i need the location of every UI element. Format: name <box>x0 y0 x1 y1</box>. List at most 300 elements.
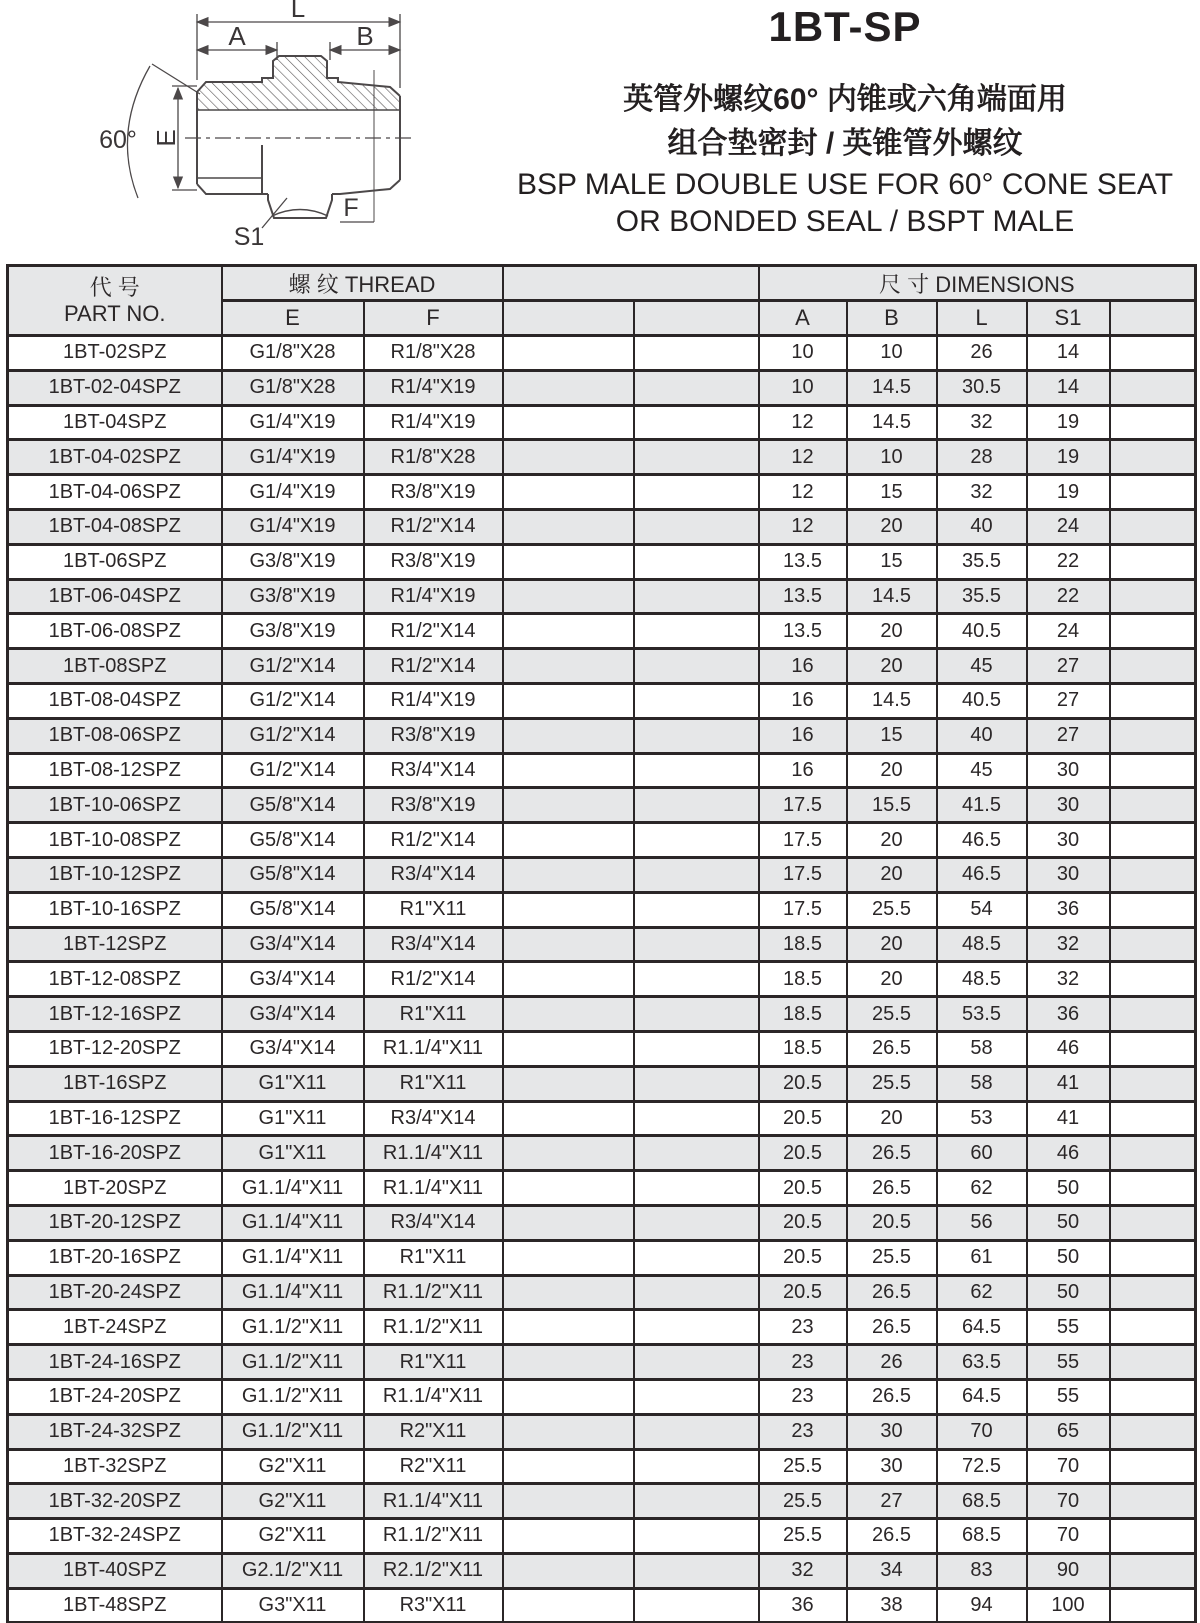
header-part-no <box>8 266 222 336</box>
table-row <box>8 1345 1196 1380</box>
cell-blank2 <box>634 1101 759 1136</box>
cell-s1: 36 <box>1027 997 1110 1032</box>
cell-part: 1BT-24-32SPZ <box>8 1414 222 1449</box>
cell-f: R1/4"X19 <box>364 579 503 614</box>
cell-blank1 <box>503 649 634 684</box>
cell-a: 10 <box>759 370 847 405</box>
cell-f: R3/4"X14 <box>364 857 503 892</box>
cell-e: G5/8"X14 <box>222 892 364 927</box>
cell-blank2 <box>634 1345 759 1380</box>
cell-s1: 50 <box>1027 1275 1110 1310</box>
cell-blank1 <box>503 440 634 475</box>
cell-e: G1/2"X14 <box>222 718 364 753</box>
cell-part: 1BT-20-24SPZ <box>8 1275 222 1310</box>
cell-blank2 <box>634 614 759 649</box>
cell-blank3 <box>1110 1379 1196 1414</box>
cell-f: R3/8"X19 <box>364 475 503 510</box>
cell-part: 1BT-16SPZ <box>8 1066 222 1101</box>
cell-blank3 <box>1110 1240 1196 1275</box>
cell-e: G3/4"X14 <box>222 927 364 962</box>
table-row <box>8 1205 1196 1240</box>
header-col-s1: S1 <box>1027 301 1110 336</box>
cell-part: 1BT-06SPZ <box>8 544 222 579</box>
cell-b: 20 <box>847 614 937 649</box>
cell-blank3 <box>1110 927 1196 962</box>
cell-blank2 <box>634 509 759 544</box>
cell-e: G1.1/4"X11 <box>222 1171 364 1206</box>
cell-blank3 <box>1110 440 1196 475</box>
header-col-blank1 <box>503 301 634 336</box>
cell-e: G2"X11 <box>222 1519 364 1554</box>
cell-l: 30.5 <box>937 370 1027 405</box>
cell-blank2 <box>634 927 759 962</box>
cell-l: 48.5 <box>937 962 1027 997</box>
cell-l: 61 <box>937 1240 1027 1275</box>
cell-blank3 <box>1110 997 1196 1032</box>
cell-blank3 <box>1110 370 1196 405</box>
cell-f: R1"X11 <box>364 892 503 927</box>
cell-l: 32 <box>937 405 1027 440</box>
cell-l: 54 <box>937 892 1027 927</box>
cell-s1: 90 <box>1027 1553 1110 1588</box>
cell-blank1 <box>503 1066 634 1101</box>
cell-blank2 <box>634 962 759 997</box>
cell-b: 26.5 <box>847 1275 937 1310</box>
table-row <box>8 1414 1196 1449</box>
page-title: 1BT-SP <box>768 3 922 50</box>
table-row <box>8 1066 1196 1101</box>
cell-e: G5/8"X14 <box>222 857 364 892</box>
cell-blank1 <box>503 1101 634 1136</box>
table-row <box>8 614 1196 649</box>
cell-blank2 <box>634 997 759 1032</box>
cell-l: 40 <box>937 718 1027 753</box>
cell-f: R1"X11 <box>364 1066 503 1101</box>
header-col-f: F <box>364 301 503 336</box>
cell-s1: 30 <box>1027 823 1110 858</box>
cell-l: 53.5 <box>937 997 1027 1032</box>
cell-blank1 <box>503 579 634 614</box>
cell-part: 1BT-32-20SPZ <box>8 1484 222 1519</box>
cell-part: 1BT-08SPZ <box>8 649 222 684</box>
cell-a: 23 <box>759 1310 847 1345</box>
cell-blank2 <box>634 788 759 823</box>
dim-label-a: A <box>228 21 246 51</box>
cell-blank3 <box>1110 1519 1196 1554</box>
cell-b: 26.5 <box>847 1136 937 1171</box>
cell-part: 1BT-04SPZ <box>8 405 222 440</box>
cell-b: 26.5 <box>847 1310 937 1345</box>
cell-a: 16 <box>759 753 847 788</box>
cell-s1: 55 <box>1027 1310 1110 1345</box>
cell-blank1 <box>503 857 634 892</box>
cell-s1: 70 <box>1027 1484 1110 1519</box>
cell-s1: 50 <box>1027 1171 1110 1206</box>
cell-part: 1BT-24-20SPZ <box>8 1379 222 1414</box>
cell-blank3 <box>1110 1031 1196 1066</box>
table-row <box>8 857 1196 892</box>
cell-blank1 <box>503 1345 634 1380</box>
cell-l: 64.5 <box>937 1379 1027 1414</box>
cell-b: 25.5 <box>847 997 937 1032</box>
table-row <box>8 1136 1196 1171</box>
cell-blank3 <box>1110 405 1196 440</box>
table-row <box>8 475 1196 510</box>
cell-blank3 <box>1110 1101 1196 1136</box>
cell-f: R1/8"X28 <box>364 440 503 475</box>
cell-part: 1BT-12SPZ <box>8 927 222 962</box>
cell-part: 1BT-02SPZ <box>8 336 222 371</box>
cell-a: 25.5 <box>759 1449 847 1484</box>
cell-blank1 <box>503 1449 634 1484</box>
cell-blank3 <box>1110 788 1196 823</box>
cell-blank2 <box>634 683 759 718</box>
cell-f: R1"X11 <box>364 1345 503 1380</box>
cell-blank2 <box>634 649 759 684</box>
cell-a: 16 <box>759 718 847 753</box>
cell-a: 23 <box>759 1345 847 1380</box>
dim-label-f: F <box>343 194 359 222</box>
cell-blank1 <box>503 1310 634 1345</box>
table-row <box>8 788 1196 823</box>
table-row <box>8 753 1196 788</box>
cell-part: 1BT-16-20SPZ <box>8 1136 222 1171</box>
cell-b: 26.5 <box>847 1171 937 1206</box>
cell-blank1 <box>503 927 634 962</box>
cell-e: G3/8"X19 <box>222 579 364 614</box>
subtitle-cn-line2: 组合垫密封 / 英锥管外螺纹 <box>667 127 1023 160</box>
cell-part: 1BT-06-08SPZ <box>8 614 222 649</box>
cell-l: 45 <box>937 649 1027 684</box>
cell-f: R1/2"X14 <box>364 509 503 544</box>
cell-blank2 <box>634 370 759 405</box>
cell-s1: 19 <box>1027 475 1110 510</box>
cell-l: 62 <box>937 1171 1027 1206</box>
header-part-no-en: PART NO. <box>64 300 166 326</box>
cell-b: 14.5 <box>847 370 937 405</box>
cell-part: 1BT-10-08SPZ <box>8 823 222 858</box>
cell-s1: 46 <box>1027 1031 1110 1066</box>
cell-part: 1BT-20-12SPZ <box>8 1205 222 1240</box>
cell-s1: 27 <box>1027 649 1110 684</box>
table-row <box>8 927 1196 962</box>
cell-e: G1/2"X14 <box>222 683 364 718</box>
cell-blank2 <box>634 440 759 475</box>
table-row <box>8 509 1196 544</box>
cell-f: R1.1/4"X11 <box>364 1031 503 1066</box>
cell-s1: 41 <box>1027 1066 1110 1101</box>
cell-a: 20.5 <box>759 1101 847 1136</box>
cell-l: 41.5 <box>937 788 1027 823</box>
table-row <box>8 1449 1196 1484</box>
subtitle-en-line1: BSP MALE DOUBLE USE FOR 60° CONE SEAT <box>516 168 1174 201</box>
cell-blank2 <box>634 1310 759 1345</box>
cell-b: 20 <box>847 509 937 544</box>
cell-s1: 100 <box>1027 1588 1110 1623</box>
cell-b: 25.5 <box>847 892 937 927</box>
cell-part: 1BT-10-16SPZ <box>8 892 222 927</box>
table-row <box>8 336 1196 371</box>
cell-l: 35.5 <box>937 579 1027 614</box>
cell-f: R1/4"X19 <box>364 683 503 718</box>
cell-blank2 <box>634 1588 759 1623</box>
cell-a: 12 <box>759 475 847 510</box>
cell-a: 16 <box>759 683 847 718</box>
cell-part: 1BT-32SPZ <box>8 1449 222 1484</box>
cell-blank1 <box>503 1240 634 1275</box>
table-row <box>8 1275 1196 1310</box>
cell-f: R1/2"X14 <box>364 962 503 997</box>
cell-s1: 70 <box>1027 1449 1110 1484</box>
cell-e: G3/8"X19 <box>222 614 364 649</box>
cell-blank2 <box>634 1066 759 1101</box>
cell-a: 18.5 <box>759 962 847 997</box>
cell-f: R3/4"X14 <box>364 1205 503 1240</box>
cell-l: 45 <box>937 753 1027 788</box>
table-row <box>8 683 1196 718</box>
cell-blank1 <box>503 475 634 510</box>
cell-a: 18.5 <box>759 927 847 962</box>
cell-blank3 <box>1110 1310 1196 1345</box>
cell-l: 28 <box>937 440 1027 475</box>
table-row <box>8 370 1196 405</box>
cell-s1: 30 <box>1027 753 1110 788</box>
cell-e: G5/8"X14 <box>222 823 364 858</box>
cell-a: 20.5 <box>759 1205 847 1240</box>
cell-l: 63.5 <box>937 1345 1027 1380</box>
cell-s1: 32 <box>1027 927 1110 962</box>
header-col-a: A <box>759 301 847 336</box>
cell-a: 18.5 <box>759 1031 847 1066</box>
cell-a: 18.5 <box>759 997 847 1032</box>
cell-b: 15 <box>847 544 937 579</box>
cell-blank2 <box>634 1519 759 1554</box>
cell-blank1 <box>503 1031 634 1066</box>
cell-blank2 <box>634 892 759 927</box>
cell-blank3 <box>1110 1484 1196 1519</box>
cell-b: 30 <box>847 1449 937 1484</box>
cell-blank3 <box>1110 475 1196 510</box>
cell-b: 34 <box>847 1553 937 1588</box>
cell-s1: 36 <box>1027 892 1110 927</box>
cell-e: G3/8"X19 <box>222 544 364 579</box>
cell-blank3 <box>1110 962 1196 997</box>
cell-blank2 <box>634 1414 759 1449</box>
cell-l: 40.5 <box>937 683 1027 718</box>
cell-s1: 27 <box>1027 718 1110 753</box>
table-row <box>8 544 1196 579</box>
cell-blank2 <box>634 718 759 753</box>
cell-s1: 70 <box>1027 1519 1110 1554</box>
cell-blank3 <box>1110 753 1196 788</box>
cell-f: R1.1/2"X11 <box>364 1310 503 1345</box>
cell-e: G2.1/2"X11 <box>222 1553 364 1588</box>
header-dimensions: 尺 寸 DIMENSIONS <box>759 266 1196 301</box>
cell-blank3 <box>1110 579 1196 614</box>
cell-part: 1BT-16-12SPZ <box>8 1101 222 1136</box>
cell-f: R1/4"X19 <box>364 370 503 405</box>
cell-blank1 <box>503 544 634 579</box>
cell-l: 64.5 <box>937 1310 1027 1345</box>
cell-blank1 <box>503 1414 634 1449</box>
cell-b: 20 <box>847 1101 937 1136</box>
cell-b: 10 <box>847 336 937 371</box>
cell-a: 36 <box>759 1588 847 1623</box>
cell-s1: 22 <box>1027 544 1110 579</box>
cell-b: 14.5 <box>847 405 937 440</box>
cell-blank1 <box>503 509 634 544</box>
cell-f: R1/2"X14 <box>364 614 503 649</box>
cell-l: 83 <box>937 1553 1027 1588</box>
cell-blank3 <box>1110 1553 1196 1588</box>
cell-b: 25.5 <box>847 1066 937 1101</box>
cell-blank3 <box>1110 1449 1196 1484</box>
cell-s1: 14 <box>1027 370 1110 405</box>
cell-e: G1/8"X28 <box>222 370 364 405</box>
cell-blank2 <box>634 1171 759 1206</box>
cell-l: 58 <box>937 1031 1027 1066</box>
cell-blank1 <box>503 753 634 788</box>
cell-e: G1.1/4"X11 <box>222 1240 364 1275</box>
cell-part: 1BT-08-12SPZ <box>8 753 222 788</box>
cell-blank1 <box>503 1484 634 1519</box>
cell-e: G2"X11 <box>222 1484 364 1519</box>
cell-blank3 <box>1110 649 1196 684</box>
cell-f: R1/2"X14 <box>364 649 503 684</box>
cell-part: 1BT-32-24SPZ <box>8 1519 222 1554</box>
cell-b: 26.5 <box>847 1379 937 1414</box>
cell-a: 25.5 <box>759 1519 847 1554</box>
cell-part: 1BT-48SPZ <box>8 1588 222 1623</box>
cell-a: 13.5 <box>759 614 847 649</box>
cell-part: 1BT-08-04SPZ <box>8 683 222 718</box>
cell-e: G1.1/2"X11 <box>222 1310 364 1345</box>
dim-label-s1: S1 <box>233 223 265 251</box>
cell-part: 1BT-40SPZ <box>8 1553 222 1588</box>
cell-a: 25.5 <box>759 1484 847 1519</box>
cell-part: 1BT-24-16SPZ <box>8 1345 222 1380</box>
cell-b: 38 <box>847 1588 937 1623</box>
table-row <box>8 1310 1196 1345</box>
header-col-b: B <box>847 301 937 336</box>
cell-part: 1BT-20-16SPZ <box>8 1240 222 1275</box>
cell-l: 68.5 <box>937 1519 1027 1554</box>
cell-a: 12 <box>759 509 847 544</box>
cell-e: G3/4"X14 <box>222 997 364 1032</box>
cell-e: G3/4"X14 <box>222 962 364 997</box>
cell-b: 26.5 <box>847 1519 937 1554</box>
cell-s1: 14 <box>1027 336 1110 371</box>
cell-e: G3"X11 <box>222 1588 364 1623</box>
table-row <box>8 1171 1196 1206</box>
cell-blank1 <box>503 823 634 858</box>
cell-s1: 30 <box>1027 857 1110 892</box>
cell-l: 94 <box>937 1588 1027 1623</box>
header-thread: 螺 纹 THREAD <box>222 266 503 301</box>
cell-blank1 <box>503 892 634 927</box>
cell-f: R3/8"X19 <box>364 718 503 753</box>
cell-e: G1/4"X19 <box>222 440 364 475</box>
table-row <box>8 1031 1196 1066</box>
cell-f: R1"X11 <box>364 997 503 1032</box>
table-row <box>8 579 1196 614</box>
cell-blank1 <box>503 1136 634 1171</box>
cell-f: R1.1/4"X11 <box>364 1484 503 1519</box>
table-row <box>8 1588 1196 1623</box>
table-row <box>8 1379 1196 1414</box>
cell-b: 26 <box>847 1345 937 1380</box>
table-row <box>8 405 1196 440</box>
cell-f: R2"X11 <box>364 1414 503 1449</box>
cell-e: G1/4"X19 <box>222 475 364 510</box>
cell-blank3 <box>1110 336 1196 371</box>
cell-f: R1.1/4"X11 <box>364 1379 503 1414</box>
cell-s1: 27 <box>1027 683 1110 718</box>
subtitle-en-line2: OR BONDED SEAL / BSPT MALE <box>615 205 1075 238</box>
cell-f: R1.1/4"X11 <box>364 1136 503 1171</box>
cell-blank2 <box>634 1553 759 1588</box>
cell-e: G1.1/4"X11 <box>222 1205 364 1240</box>
spec-table <box>6 264 1197 1623</box>
cell-blank3 <box>1110 857 1196 892</box>
dim-label-e: E <box>151 129 181 147</box>
cell-part: 1BT-10-06SPZ <box>8 788 222 823</box>
cell-blank3 <box>1110 1588 1196 1623</box>
bore-lines <box>197 110 400 216</box>
cell-l: 46.5 <box>937 857 1027 892</box>
cell-blank1 <box>503 1553 634 1588</box>
cell-b: 26.5 <box>847 1031 937 1066</box>
cell-part: 1BT-12-20SPZ <box>8 1031 222 1066</box>
cell-b: 27 <box>847 1484 937 1519</box>
cell-blank1 <box>503 614 634 649</box>
cell-e: G1.1/2"X11 <box>222 1414 364 1449</box>
table-row <box>8 997 1196 1032</box>
cell-e: G1"X11 <box>222 1066 364 1101</box>
table-row <box>8 649 1196 684</box>
cell-f: R1/2"X14 <box>364 823 503 858</box>
cell-f: R1.1/4"X11 <box>364 1171 503 1206</box>
table-row <box>8 718 1196 753</box>
cell-b: 30 <box>847 1414 937 1449</box>
cell-blank1 <box>503 1588 634 1623</box>
header-col-l: L <box>937 301 1027 336</box>
cell-a: 32 <box>759 1553 847 1588</box>
cell-blank2 <box>634 857 759 892</box>
cell-blank3 <box>1110 892 1196 927</box>
cell-b: 20 <box>847 753 937 788</box>
cell-f: R3/4"X14 <box>364 753 503 788</box>
cell-e: G1/8"X28 <box>222 336 364 371</box>
cell-blank2 <box>634 579 759 614</box>
cell-blank1 <box>503 997 634 1032</box>
cell-f: R3/4"X14 <box>364 1101 503 1136</box>
cell-l: 46.5 <box>937 823 1027 858</box>
cell-blank2 <box>634 1240 759 1275</box>
cell-l: 48.5 <box>937 927 1027 962</box>
cell-e: G5/8"X14 <box>222 788 364 823</box>
cell-b: 20 <box>847 962 937 997</box>
cell-b: 20 <box>847 649 937 684</box>
cell-blank3 <box>1110 1205 1196 1240</box>
table-row <box>8 440 1196 475</box>
cell-b: 10 <box>847 440 937 475</box>
cell-e: G1.1/2"X11 <box>222 1379 364 1414</box>
cell-s1: 24 <box>1027 509 1110 544</box>
header-col-e: E <box>222 301 364 336</box>
cell-e: G1/2"X14 <box>222 753 364 788</box>
cell-f: R3"X11 <box>364 1588 503 1623</box>
